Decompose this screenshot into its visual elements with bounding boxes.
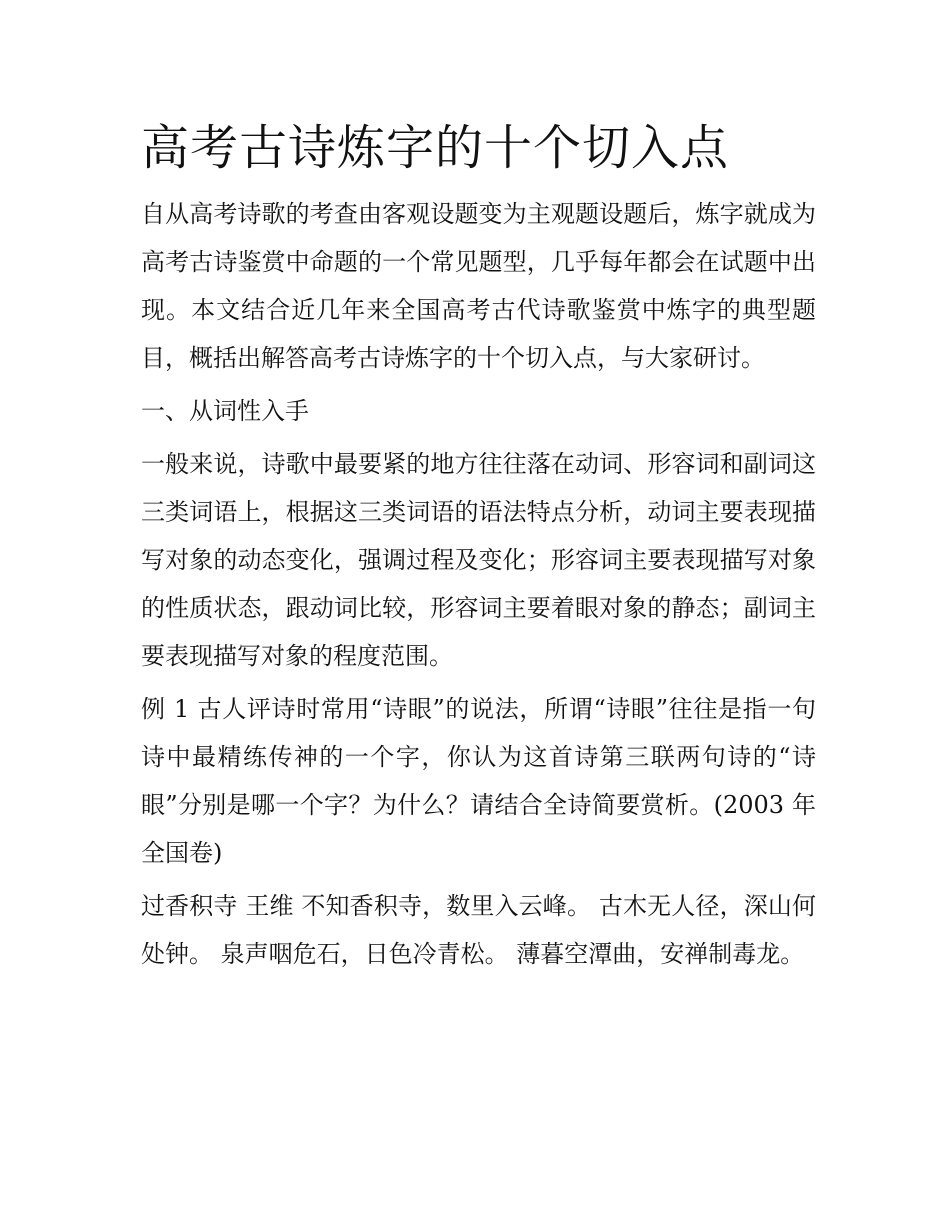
document-page	[141, 112, 816, 983]
section1-paragraph: 一般来说，诗歌中最要紧的地方往往落在动词、形容词和副词这三类词语上，根据这三类词语的语法特点分析，动词主要表现描写对象的动态变化，强调过程及变化；形容词主要表现描写对象的性质状态，跟动词比较，形容词主要着眼对象的静态；副词主要表现描写对象的程度范围。	[141, 450, 816, 670]
poem-paragraph: 过香积寺 王维 不知香积寺，数里入云峰。 古木无人径，深山何处钟。 泉声咽危石，日色冷青松。 薄暮空潭曲，安禅制毒龙。	[141, 892, 816, 968]
document-title: 高考古诗炼字的十个切入点	[141, 120, 730, 176]
section-heading-1: 一、从词性入手	[141, 397, 309, 425]
intro-paragraph: 自从高考诗歌的考查由客观设题变为主观题设题后，炼字就成为高考古诗鉴赏中命题的一个常见题型，几乎每年都会在试题中出现。本文结合近几年来全国高考古代诗歌鉴赏中炼字的典型题目，概括出解答高考古诗炼字的十个切入点，与大家研讨。	[141, 200, 816, 372]
example-1-paragraph: 例 1 古人评诗时常用“诗眼”的说法，所谓“诗眼”往往是指一句诗中最精练传神的一个字，你认为这首诗第三联两句诗的“诗眼”分别是哪一个字？为什么？请结合全诗简要赏析。(2003 年全国卷)	[141, 695, 816, 867]
